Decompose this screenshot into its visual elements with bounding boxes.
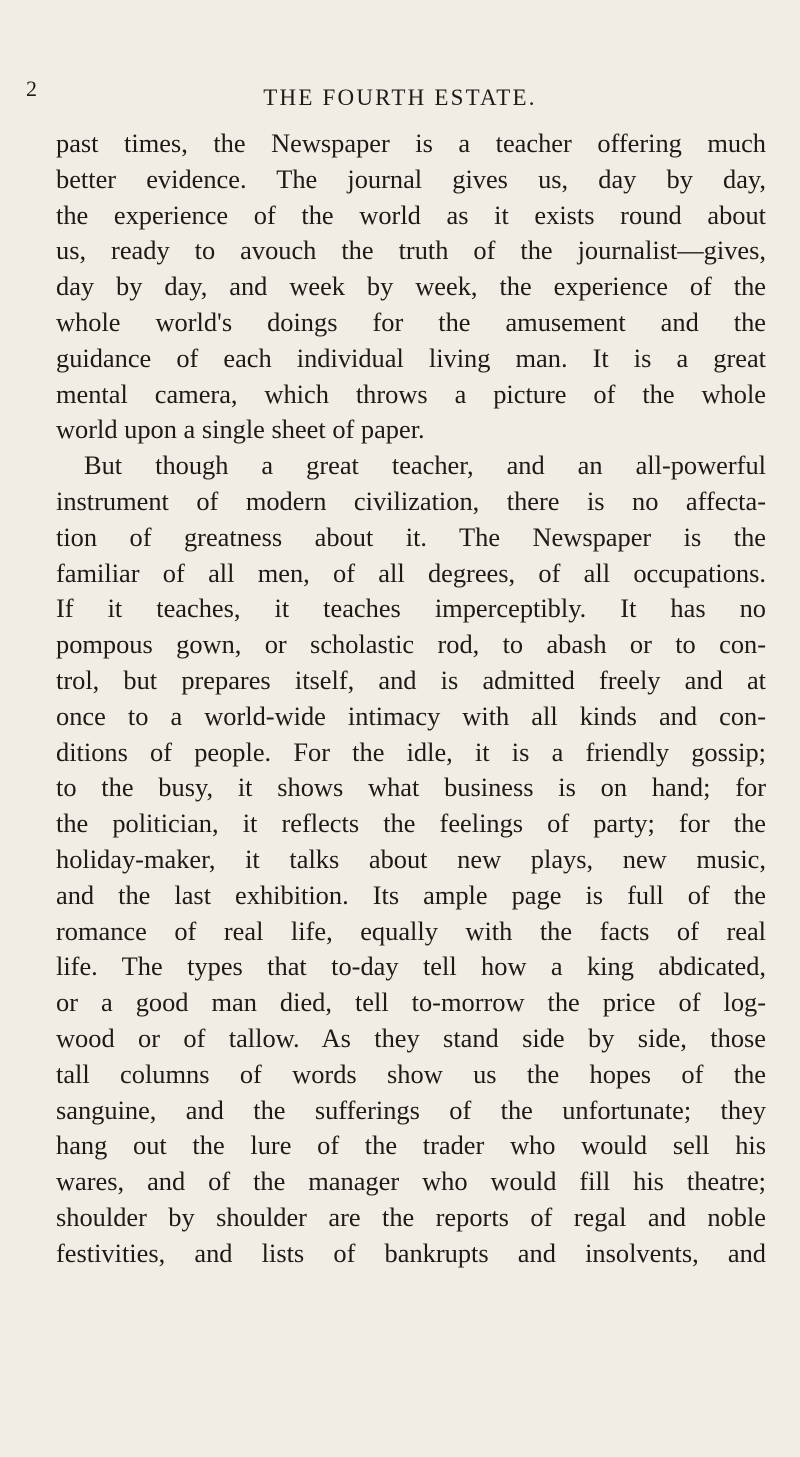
text-line: romance of real life, equally with the facts of real	[56, 915, 766, 946]
text-line: pompous gown, or scholastic rod, to abash or to con-	[56, 629, 766, 660]
text-line: familiar of all men, of all degrees, of all occupations.	[56, 557, 766, 588]
page-number: 2	[26, 76, 38, 101]
text-line: tion of greatness about it. The Newspaper is the	[56, 521, 766, 552]
body-text	[56, 126, 766, 1272]
text-line: wood or of tallow. As they stand side by side, those	[56, 1022, 766, 1053]
text-line: mental camera, which throws a picture of the whole	[56, 378, 766, 409]
text-line: the politician, it reflects the feelings of party; for the	[56, 808, 766, 839]
running-title: THE FOURTH ESTATE.	[263, 85, 537, 110]
text-line: shoulder by shoulder are the reports of regal and noble	[56, 1201, 766, 1232]
text-line: day by day, and week by week, the experience of the	[56, 271, 766, 302]
text-line: past times, the Newspaper is a teacher offering much	[56, 128, 766, 158]
text-line: trol, but prepares itself, and is admitted freely and at	[56, 664, 766, 695]
text-line: better evidence. The journal gives us, day by day,	[56, 163, 766, 194]
text-line: hang out the lure of the trader who would sell his	[56, 1130, 766, 1161]
text-line: guidance of each individual living man. It is a great	[56, 342, 766, 373]
text-line-paragraph-start: But though a great teacher, and an all-powerful	[84, 450, 766, 481]
text-line: wares, and of the manager who would fill his theatre;	[56, 1166, 766, 1197]
text-line: to the busy, it shows what business is on hand; for	[56, 772, 766, 803]
text-line: the experience of the world as it exists round about	[56, 199, 766, 230]
text-line: instrument of modern civilization, there is no affecta-	[56, 485, 766, 516]
text-line: us, ready to avouch the truth of the journalist—gives,	[56, 235, 766, 266]
text-line: and the last exhibition. Its ample page is full of the	[56, 879, 766, 910]
text-line: tall columns of words show us the hopes of the	[56, 1058, 766, 1089]
text-line: sanguine, and the sufferings of the unfortunate; they	[56, 1094, 766, 1125]
text-line: whole world's doings for the amusement and the	[56, 306, 766, 337]
text-line: or a good man died, tell to-morrow the price of log-	[56, 987, 766, 1018]
text-line-paragraph-end: world upon a single sheet of paper.	[56, 414, 425, 445]
text-line: ditions of people. For the idle, it is a friendly gossip;	[56, 736, 766, 767]
text-line: If it teaches, it teaches imperceptibly. It has no	[56, 593, 766, 624]
text-line: once to a world-wide intimacy with all kinds and con-	[56, 700, 766, 731]
text-line: life. The types that to-day tell how a king abdicated,	[56, 951, 766, 982]
text-line: festivities, and lists of bankrupts and insolvents, and	[56, 1237, 766, 1268]
text-line: holiday-maker, it talks about new plays, new music,	[56, 843, 766, 874]
